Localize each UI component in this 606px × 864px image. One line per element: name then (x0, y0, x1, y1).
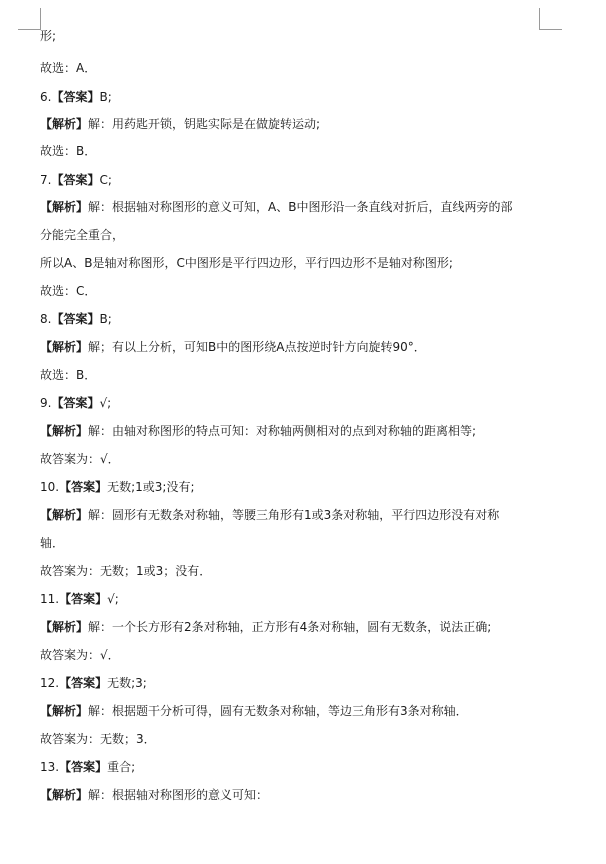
answer-tag: 【答案】 (51, 173, 100, 187)
line-text: 故选：B． (40, 144, 97, 158)
text-line (40, 396, 111, 410)
text-line (40, 284, 96, 298)
line-text: 分能完全重合， (40, 228, 125, 242)
text-line (40, 788, 268, 802)
line-text: 解：由轴对称图形的特点可知：对称轴两侧相对的点到对称轴的距离相等; (88, 424, 477, 438)
text-line (40, 200, 512, 214)
text-line (40, 676, 147, 690)
line-text: 故选：A． (40, 61, 97, 75)
text-line (40, 117, 320, 131)
answer-tag: 【答案】 (51, 396, 100, 410)
text-line (40, 592, 119, 606)
text-line (40, 90, 112, 104)
answer-tag: 【答案】 (59, 480, 108, 494)
line-text: B; (99, 312, 112, 326)
line-text: 解：圆形有无数条对称轴，等腰三角形有1或3条对称轴，平行四边形没有对称 (88, 508, 500, 522)
text-line (40, 480, 195, 494)
text-line (40, 452, 120, 466)
line-text: 故选：C． (40, 284, 97, 298)
line-text: 故选：B． (40, 368, 97, 382)
line-text: 所以A、B是轴对称图形，C中图形是平行四边形，平行四边形不是轴对称图形; (40, 256, 453, 270)
line-text: √; (107, 592, 119, 606)
line-text: B; (99, 90, 112, 104)
text-line (40, 760, 135, 774)
analysis-tag: 【解析】 (40, 340, 89, 354)
analysis-tag: 【解析】 (40, 620, 89, 634)
question-number: 6. (40, 90, 52, 104)
line-text: 解：根据题干分析可得，圆有无数条对称轴，等边三角形有3条对称轴． (88, 704, 468, 718)
line-text: 故答案为：√． (40, 648, 120, 662)
text-line (40, 620, 491, 634)
answer-tag: 【答案】 (59, 760, 108, 774)
crop-mark-top-right-horizontal (539, 29, 562, 30)
question-number: 11. (40, 592, 60, 606)
answer-tag: 【答案】 (59, 592, 108, 606)
text-line (40, 704, 468, 718)
text-line (40, 536, 64, 550)
analysis-tag: 【解析】 (40, 788, 89, 802)
text-line (40, 61, 96, 75)
text-line (40, 173, 112, 187)
line-text: 无数;3; (107, 676, 147, 690)
line-text: 重合; (107, 760, 136, 774)
line-text: 解：用药匙开锁，钥匙实际是在做旋转运动; (88, 117, 321, 131)
text-line (40, 228, 124, 242)
text-line (40, 424, 476, 438)
line-text: 故答案为：√． (40, 452, 120, 466)
text-line (40, 340, 426, 354)
crop-mark-top-left-vertical (40, 8, 41, 30)
analysis-tag: 【解析】 (40, 508, 89, 522)
text-line (40, 144, 96, 158)
answer-tag: 【答案】 (51, 312, 100, 326)
question-number: 7. (40, 173, 52, 187)
line-text: 故答案为：无数；1或3；没有． (40, 564, 212, 578)
line-text: 解：一个长方形有2条对称轴，正方形有4条对称轴，圆有无数条，说法正确; (88, 620, 492, 634)
analysis-tag: 【解析】 (40, 704, 89, 718)
text-line (40, 648, 120, 662)
crop-mark-top-left-horizontal (18, 29, 41, 30)
text-line (40, 312, 112, 326)
text-line (40, 29, 56, 43)
answer-tag: 【答案】 (59, 676, 108, 690)
line-text: 解：根据轴对称图形的意义可知，A、B中图形沿一条直线对折后，直线两旁的部 (88, 200, 513, 214)
text-line (40, 256, 453, 270)
crop-mark-top-right-vertical (539, 8, 540, 30)
text-line (40, 564, 211, 578)
analysis-tag: 【解析】 (40, 117, 89, 131)
question-number: 10. (40, 480, 60, 494)
line-text: 无数;1或3;没有; (107, 480, 195, 494)
question-number: 13. (40, 760, 60, 774)
question-number: 8. (40, 312, 52, 326)
question-number: 12. (40, 676, 60, 690)
answer-tag: 【答案】 (51, 90, 100, 104)
text-line (40, 508, 499, 522)
line-text: 形; (40, 29, 57, 43)
line-text: 解；有以上分析，可知B中的图形绕A点按逆时针方向旋转90°． (88, 340, 426, 354)
line-text: 解：根据轴对称图形的意义可知： (88, 788, 269, 802)
text-line (40, 732, 156, 746)
question-number: 9. (40, 396, 52, 410)
line-text: 故答案为：无数；3． (40, 732, 156, 746)
analysis-tag: 【解析】 (40, 200, 89, 214)
analysis-tag: 【解析】 (40, 424, 89, 438)
line-text: 轴． (40, 536, 65, 550)
line-text: √; (99, 396, 112, 410)
line-text: C; (99, 173, 112, 187)
text-line (40, 368, 96, 382)
